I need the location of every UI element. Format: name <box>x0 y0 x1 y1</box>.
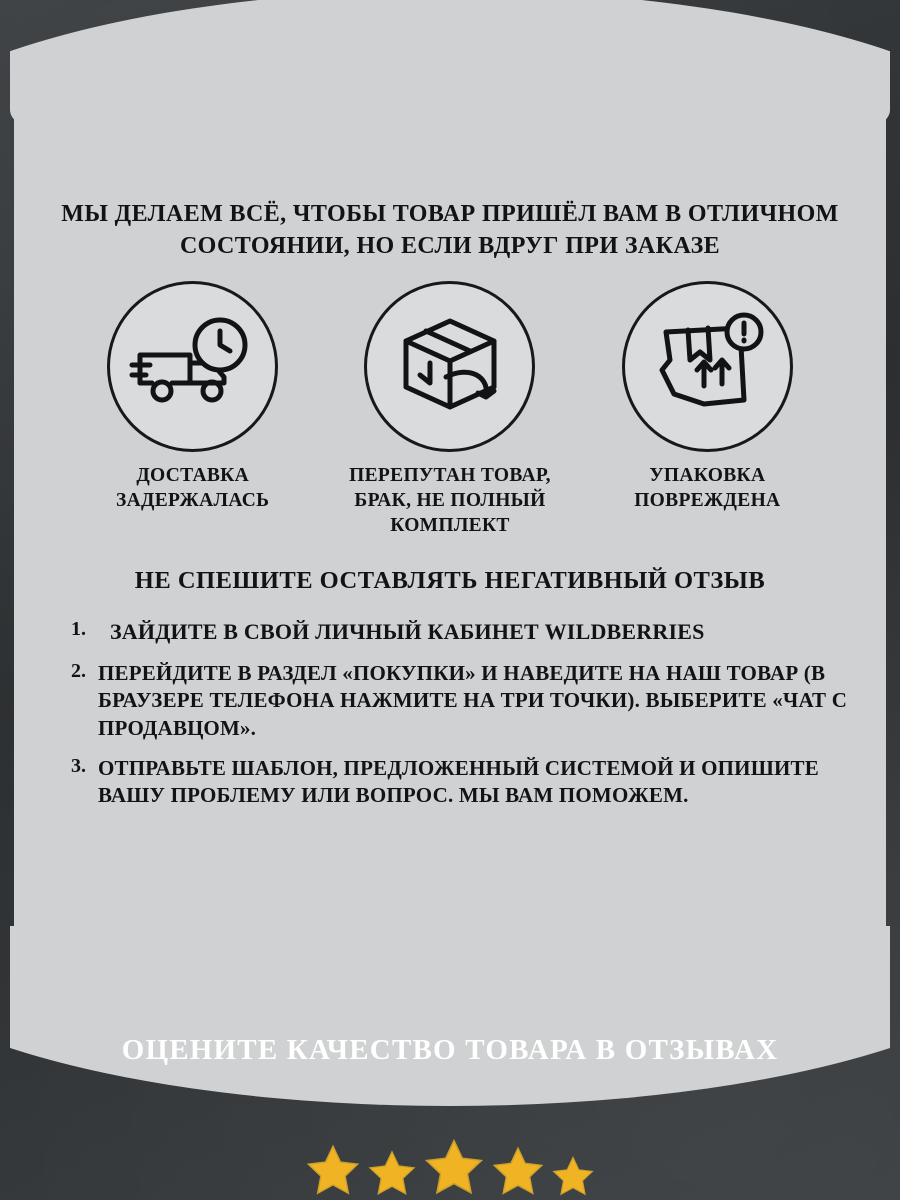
issue-block-delivery <box>64 281 321 514</box>
step-text: ЗАЙДИТЕ В СВОЙ ЛИЧНЫЙ КАБИНЕТ WILDBERRIES <box>110 619 705 645</box>
issue-icons-row <box>64 281 836 539</box>
star-icon <box>491 1144 545 1198</box>
content-area <box>14 86 886 823</box>
step-text: ПЕРЕЙДИТЕ В РАЗДЕЛ «ПОКУПКИ» И НАВЕДИТЕ НА НАШ ТОВАР (В БРАУЗЕРЕ ТЕЛЕФОНА НАЖМИТЕ НА ТРИ ТОЧКИ). ВЫБЕРИТЕ «ЧАТ С ПРОДАВЦОМ». <box>98 661 848 740</box>
list-item <box>48 660 848 742</box>
step-number: 3. <box>71 754 86 777</box>
star-icon <box>551 1154 595 1198</box>
issue-block-damaged <box>579 281 836 514</box>
issue-caption-damaged: УПАКОВКА ПОВРЕЖДЕНА <box>634 464 781 511</box>
issue-caption-wrong-item: ПЕРЕПУТАН ТОВАР, БРАК, НЕ ПОЛНЫЙ КОМПЛЕКТ <box>349 464 551 536</box>
star-rating <box>0 1136 900 1198</box>
damaged-package-icon <box>622 281 793 452</box>
star-icon <box>367 1148 417 1198</box>
list-item <box>48 755 848 810</box>
content-panel <box>14 86 886 1016</box>
intro-text: МЫ ДЕЛАЕМ ВСЁ, ЧТОБЫ ТОВАР ПРИШЁЛ ВАМ В ОТЛИЧНОМ СОСТОЯНИИ, НО ЕСЛИ ВДРУГ ПРИ ЗАКАЗЕ <box>61 201 839 260</box>
step-number: 1. <box>71 618 86 641</box>
list-item <box>48 618 848 647</box>
step-number: 2. <box>71 660 86 683</box>
no-rush-text: НЕ СПЕШИТЕ ОСТАВЛЯТЬ НЕГАТИВНЫЙ ОТЗЫВ <box>134 566 766 594</box>
star-icon <box>305 1142 361 1198</box>
footer-title: ОЦЕНИТЕ КАЧЕСТВО ТОВАРА В ОТЗЫВАХ <box>121 1034 779 1066</box>
issue-block-wrong-item <box>321 281 578 539</box>
star-icon <box>423 1136 485 1198</box>
box-return-arrow-icon <box>364 281 535 452</box>
step-text: ОТПРАВЬТЕ ШАБЛОН, ПРЕДЛОЖЕННЫЙ СИСТЕМОЙ И ОПИШИТЕ ВАШУ ПРОБЛЕМУ ИЛИ ВОПРОС. МЫ ВАМ ПОМОЖЕМ. <box>98 755 819 808</box>
delivery-truck-clock-icon <box>107 281 278 452</box>
steps-list <box>48 618 848 809</box>
footer-band <box>0 1000 900 1200</box>
issue-caption-delivery: ДОСТАВКА ЗАДЕРЖАЛАСЬ <box>116 464 270 511</box>
